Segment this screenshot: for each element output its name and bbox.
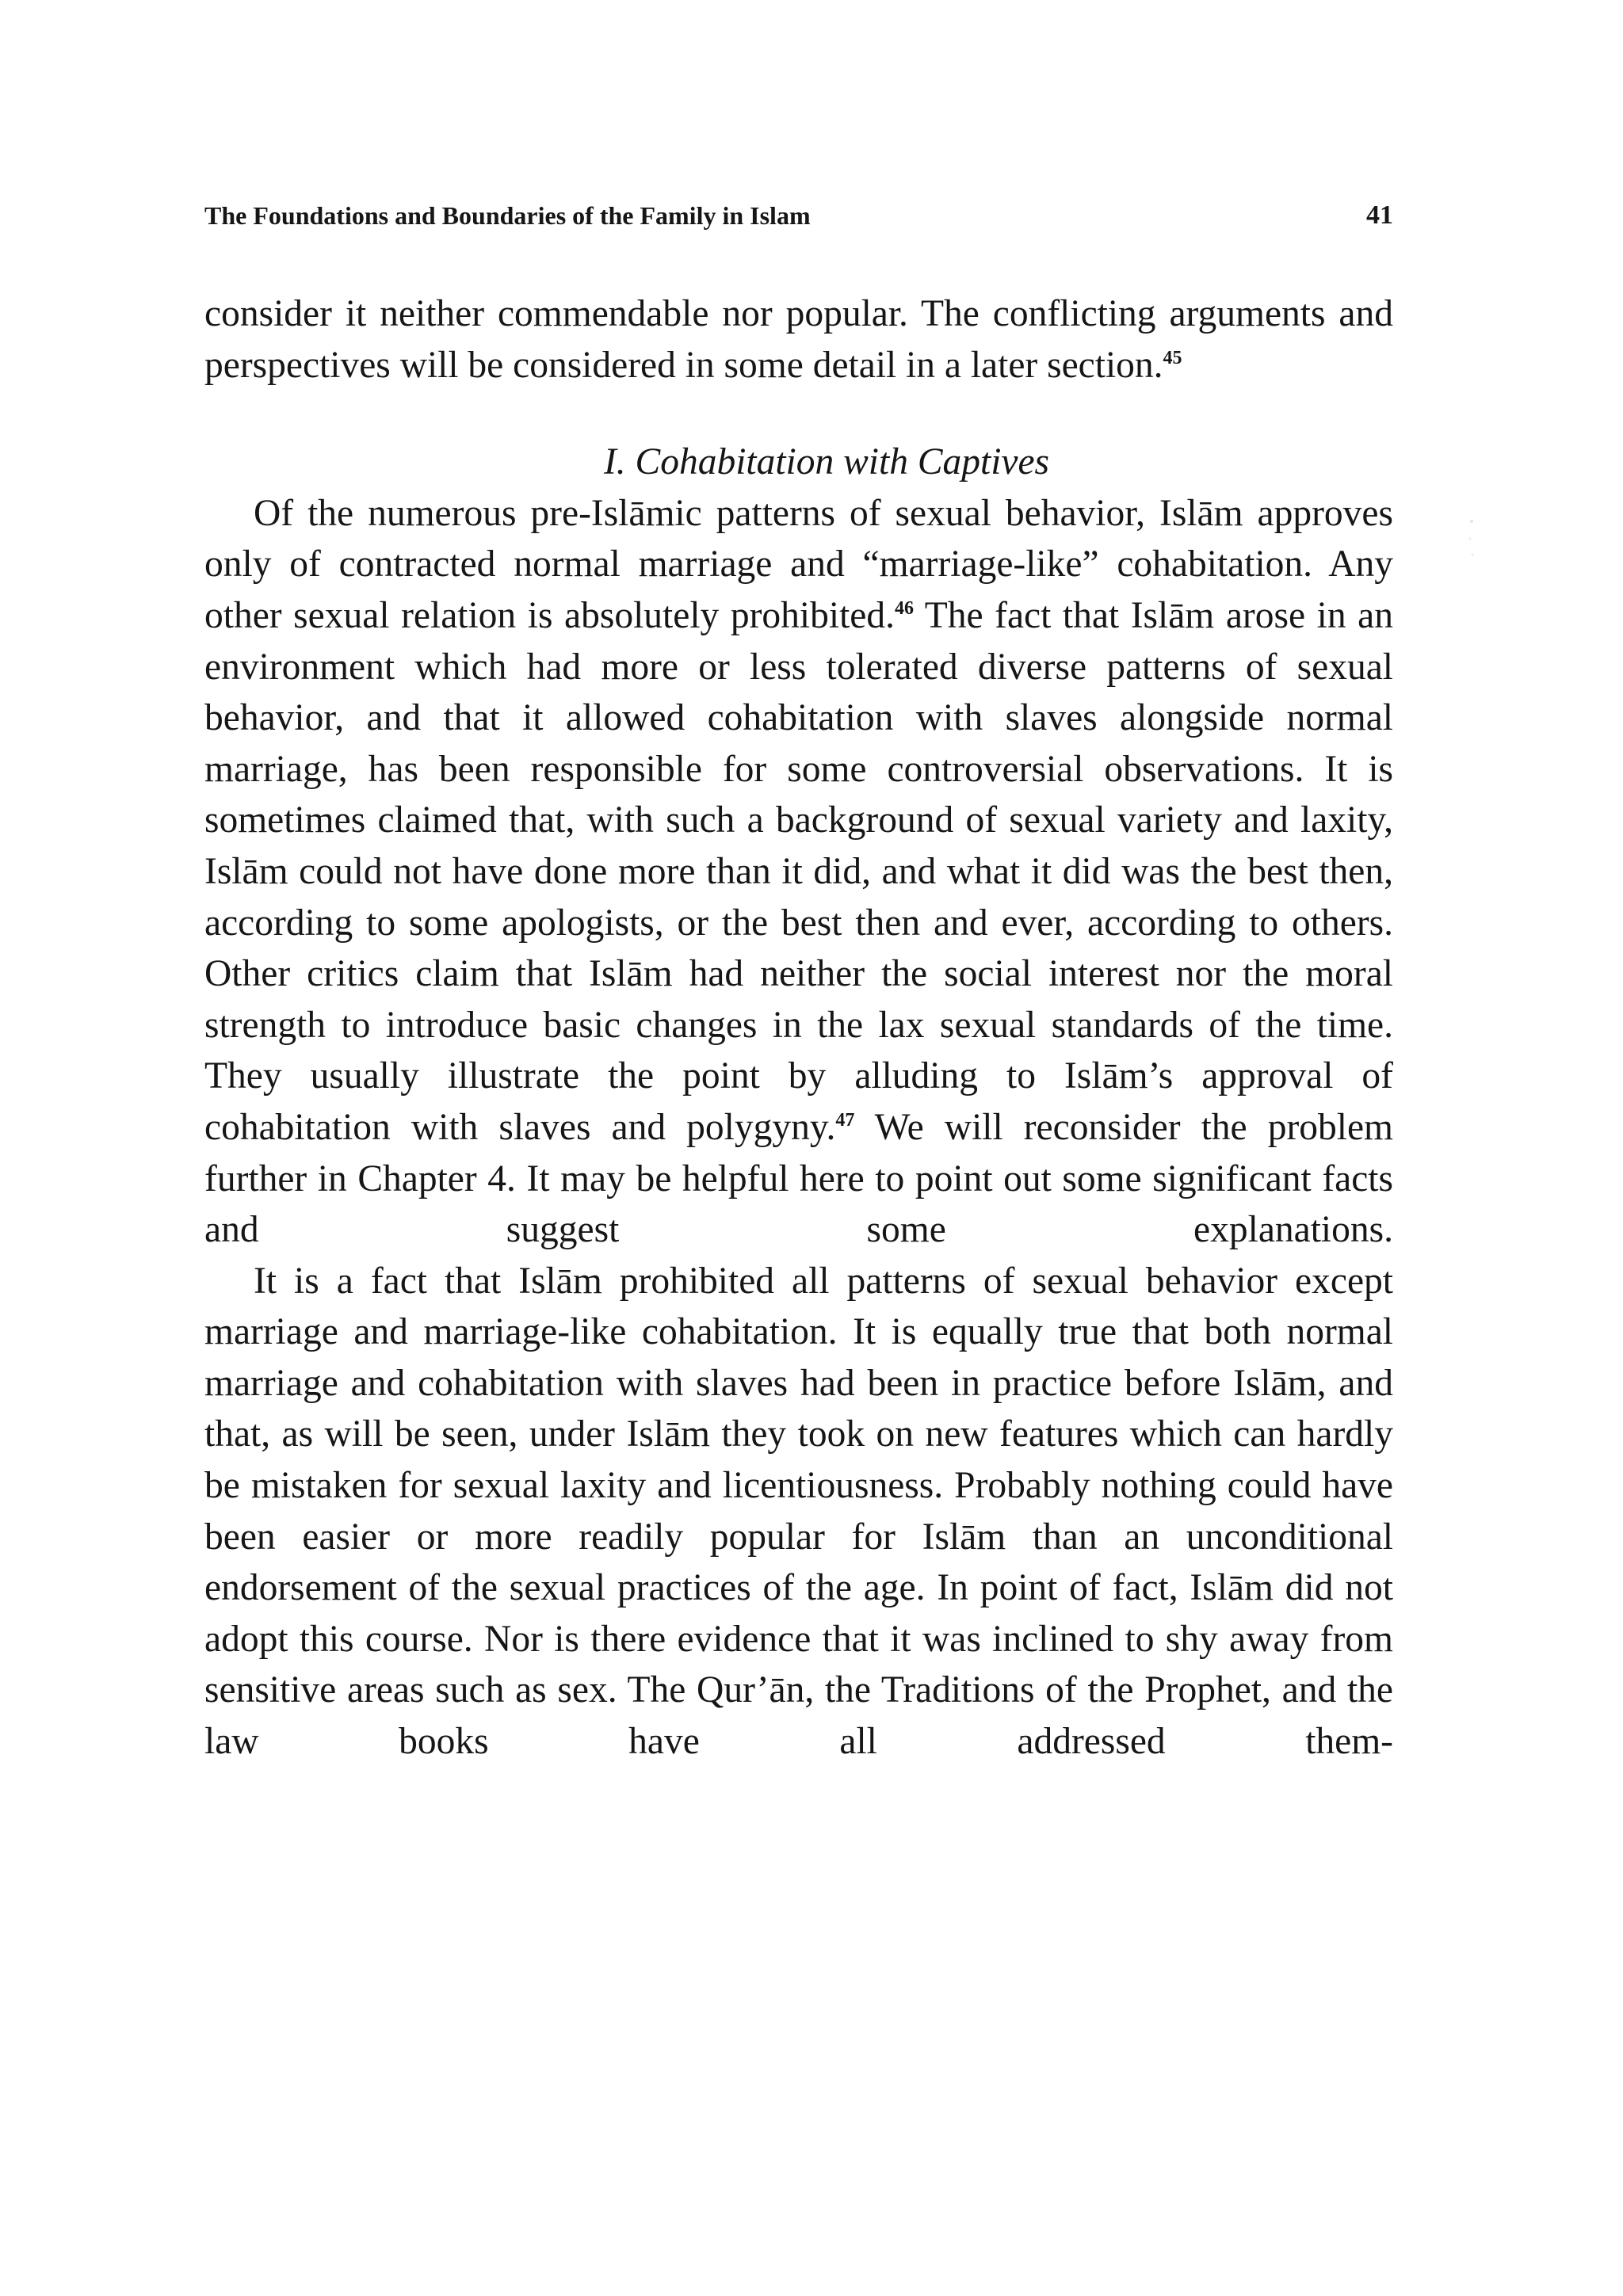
footnote-reference: 45 (1163, 347, 1182, 368)
scan-speck (1466, 515, 1477, 563)
section-heading: I. Cohabitation with Captives (603, 441, 1050, 483)
paragraph (204, 488, 1393, 1256)
paragraph-text: We will reconsider the problem further in Chapter 4. It may be helpful here to point out some significant facts and suggest some explanations. (204, 1106, 1393, 1251)
running-head-title: The Foundations and Boundaries of the Family in Islam (204, 201, 811, 230)
paragraph (204, 1256, 1393, 1768)
paragraph-continuation (204, 288, 1393, 391)
paragraph-text: consider it neither commendable nor popular. The conflicting arguments and perspectives will be considered in some detail in a later section. (204, 293, 1393, 386)
footnote-reference: 46 (894, 598, 914, 620)
running-head (204, 193, 1393, 238)
paragraph-text: The fact that Islām arose in an environment which had more or less tolerated diverse patterns of sexual behavior, and that it allowed cohabitation with slaves alongside normal marriage, has been responsible for some controversial observations. It is sometimes claimed that, with such a background of sexual variety and laxity, Islām could not have done more than it did, and what it did was the best then, according to some apologists, or the best then and ever, according to others. Other critics claim that Islām had neither the social interest nor the moral strength to introduce basic changes in the lax sexual standards of the time. They usually illustrate the point by alluding to Islām’s approval of cohabitation with slaves and polygyny. (204, 594, 1393, 1148)
body-text (204, 288, 1393, 1768)
footnote-reference: 47 (835, 1110, 855, 1131)
page-number: 41 (1366, 200, 1393, 230)
paragraph-text: Of the numerous pre-Islāmic patterns of sexual behavior, Islām approves only of contracted normal marriage and “marriage-like” cohabitation. Any other sexual relation is absolutely prohibited. (204, 492, 1393, 636)
paragraph-text: It is a fact that Islām prohibited all patterns of sexual behavior except marriage and marriage-like cohabitation. It is equally true that both normal marriage and cohabitation with slaves had been in practice before Islām, and that, as will be seen, under Islām they took on new features which can hardly be mistaken for sexual laxity and licentiousness. Probably nothing could have been easier or more readily popular for Islām than an unconditional endorsement of the sexual practices of the age. In point of fact, Islām did not adopt this course. Nor is there evidence that it was inclined to shy away from sensitive areas such as sex. The Qur’ān, the Traditions of the Prophet, and the law books have all addressed them- (204, 1260, 1393, 1763)
